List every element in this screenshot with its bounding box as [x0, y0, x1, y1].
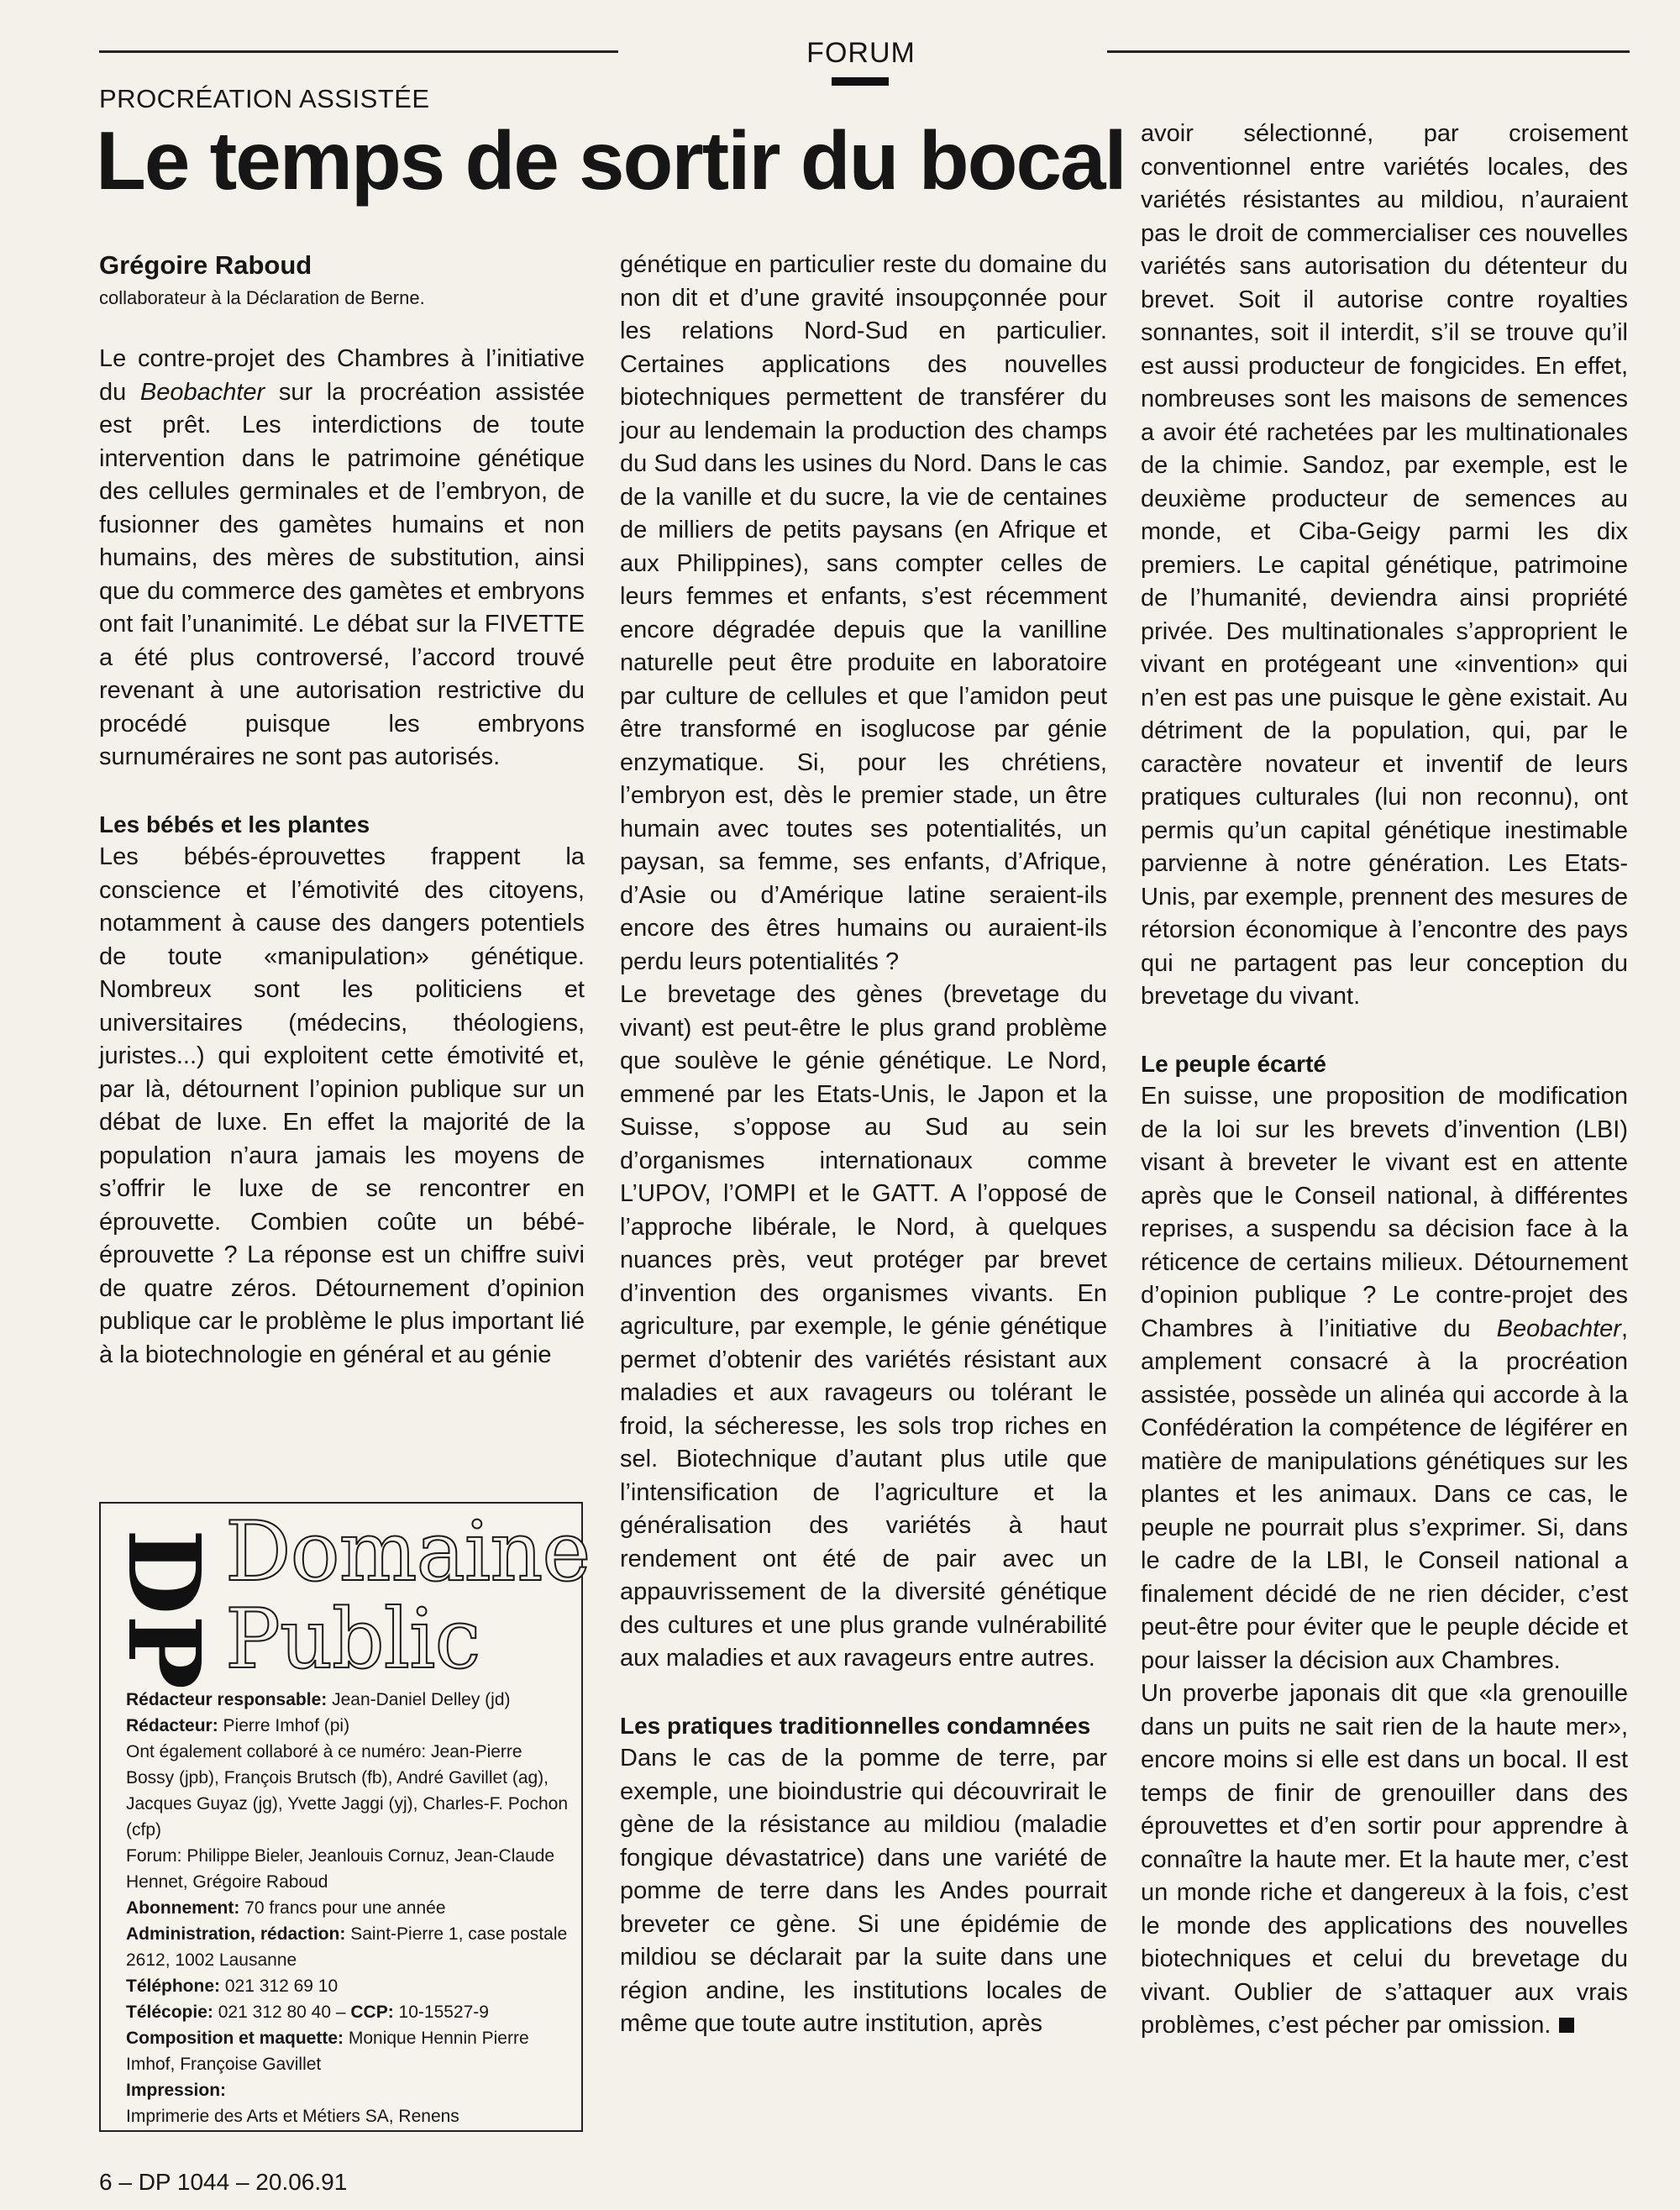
section-marker-bar [832, 77, 889, 86]
paragraph: Un proverbe japonais dit que «la grenouille dans un puits ne sait rien de la haute mer», encore moins si elle est dans un bocal. Il est temps de finir de grenouiller dans des éprouvettes et d’en sortir pour apprendre à connaître la haute mer. Et la haute mer, c’est un monde riche et dangereux à la fois, c’est le monde des applications des nouvelles biotechniques et celui du brevetage du vivant. Oublier de s’attaquer aux vrais problèmes, c’est pécher par omission. [1141, 1680, 1628, 2039]
paragraph: En suisse, une proposition de modification de la loi sur les brevets d’invention (LBI) visant à breveter le vivant est en attente après que le Conseil national, à différentes reprises, a suspendu sa décision face à la réticence de certains milieux. Détournement d’opinion publique ? Le contre-projet des Chambres à l’initiative du Beobachter, amplement consacré à la procréation assistée, possède un alinéa qui accorde à la Confédération la compétence de légiférer en matière de manipulations génétiques sur les plantes et les animaux. Dans ce cas, le peuple ne pourrait plus s’exprimer. Si, dans le cadre de la LBI, le Conseil national a finalement décidé de ne rien décider, c’est peut-être pour éviter que le peuple décide et pour laisser la décision aux Chambres. [1141, 1083, 1628, 1674]
kicker: PROCRÉATION ASSISTÉE [99, 84, 430, 113]
imprint-subscription: Abonnement: 70 francs pour une année [126, 1898, 446, 1918]
page-footer: 6 – DP 1044 – 20.06.91 [99, 2169, 348, 2195]
article-column-1 [99, 343, 585, 1372]
imprint-phone: Téléphone: 021 312 69 10 [126, 1976, 339, 1996]
author-role: collaborateur à la Déclaration de Berne. [99, 287, 425, 308]
article-column-3 [1141, 118, 1628, 2043]
imprint-box [99, 1502, 591, 2132]
subheading: Les pratiques traditionnelles condamnées [620, 1712, 1091, 1739]
section-label: FORUM [806, 37, 916, 69]
header-rule-left [99, 50, 618, 53]
publication-name: Beobachter [139, 378, 265, 406]
headline: Le temps de sortir du bocal [96, 114, 1126, 207]
logo-wordmark [225, 1504, 591, 1688]
imprint-admin: Administration, rédaction: Saint-Pierre 1, case postale 2612, 1002 Lausanne [126, 1924, 568, 1970]
paragraph: Dans le cas de la pomme de terre, par exemple, une bioindustrie qui découvrirait le gène de la résistance au mildiou (maladie fongique dévastatrice) dans une variété de pomme de terre dans les Andes pourrait breveter ce gène. Si une épidémie de mildiou se déclarait par la suite dans une région andine, les institutions locales de même que toute autre institution, après [620, 1745, 1107, 2037]
header-rule-right [1107, 50, 1630, 53]
logo-letters: DP [106, 1529, 223, 1690]
author-name: Grégoire Raboud [99, 250, 312, 280]
imprint-printing-label: Impression: [126, 2081, 227, 2100]
paragraph: Le contre-projet des Chambres à l’initiative du Beobachter sur la procréation assistée est prêt. Les interdictions de toute intervention dans le patrimoine génétique des cellules germinales et de l’embryon, de fusionner des gamètes humains et non humains, des mères de substitution, ainsi que du commerce des gamètes et embryons ont fait l’unanimité. Le débat sur la FIVETTE a été plus controversé, l’accord trouvé revenant à une autorisation restrictive du procédé puisque les embryons surnuméraires ne sont pas autorisés. [99, 345, 585, 770]
imprint-forum: Forum: Philippe Bieler, Jeanlouis Cornuz, Jean-Claude Hennet, Grégoire Raboud [126, 1846, 555, 1892]
logo-line-2: Public [225, 1592, 480, 1688]
end-of-article-square [1559, 2018, 1574, 2033]
paragraph: Les bébés-éprouvettes frappent la conscience et l’émotivité des citoyens, notamment à cause des dangers potentiels de toute «manipulation» génétique. Nombreux sont les politiciens et universitaires (médecins, théologiens, juristes...) qui exploitent cette émotivité et, par là, détournent l’opinion publique sur un débat de luxe. En effet la majorité de la population n’aura jamais les moyens de s’offrir le luxe de se rencontrer en éprouvette. Combien coûte un bébé-éprouvette ? La réponse est un chiffre suivi de quatre zéros. Détournement d’opinion publique car le problème le plus important lié à la biotechnologie en général et au génie [99, 843, 585, 1368]
paragraph: Le brevetage des gènes (brevetage du vivant) est peut-être le plus grand problème que soulève le génie génétique. Le Nord, emmené par les Etats-Unis, le Japon et la Suisse, s’oppose au Sud au sein d’organismes internationaux comme L’UPOV, l’OMPI et le GATT. A l’opposé de l’approche libérale, le Nord, à quelques nuances près, veut protéger par brevet d’invention des organismes vivants. En agriculture, par exemple, le génie génétique permet d’obtenir des variétés résistant aux maladies et aux ravageurs ou tolérant le froid, la sécheresse, les sols trop riches en sel. Biotechnique d’autant plus utile que l’intensification de l’agriculture et la généralisation des variétés à haut rendement ont été de pair avec un appauvrissement de la diversité génétique des cultures et une plus grande vulnérabilité aux maladies et aux ravageurs entre autres. [620, 981, 1107, 1672]
imprint-printing: Imprimerie des Arts et Métiers SA, Renens [126, 2107, 459, 2126]
paragraph: génétique en particulier reste du domaine du non dit et d’une gravité insoupçonnée pour les relations Nord-Sud en particulier. Certaines applications des nouvelles biotechniques permettent de transférer du jour au lendemain la production des champs du Sud dans les usines du Nord. Dans le cas de la vanille et du sucre, la vie de centaines de milliers de petits paysans (en Afrique et aux Philippines), sans compter celles de leurs femmes et enfants, s’est récemment encore dégradée depuis que la vanilline naturelle peut être produite en laboratoire par culture de cellules et que l’amidon peut être transformé en isoglucose par génie enzymatique. Si, pour les chrétiens, l’embryon est, dès le premier stade, un être humain avec toutes ses potentialités, un paysan, sa femme, ses enfants, d’Afrique, d’Asie ou d’Amérique latine seraient-ils encore des êtres humains ou auraient-ils perdu leurs potentialités ? [620, 251, 1107, 975]
article-column-2 [620, 249, 1107, 2041]
imprint-text [126, 1687, 571, 2129]
imprint-contributors: Ont également collaboré à ce numéro: Jean-Pierre Bossy (jpb), François Brutsch (fb), André Gavillet (ag), Jacques Guyaz (jg), Yvette Jaggi (yj), Charles-F. Pochon (cfp) [126, 1742, 569, 1840]
imprint-composition: Composition et maquette: Monique Hennin Pierre Imhof, Françoise Gavillet [126, 2029, 529, 2074]
imprint-editor: Rédacteur responsable: Jean-Daniel Delley (jd) [126, 1690, 511, 1709]
publication-name: Beobachter [1496, 1315, 1621, 1342]
paragraph: avoir sélectionné, par croisement conventionnel entre variétés locales, des variétés résistantes au mildiou, n’auraient pas le droit de commercialiser ces nouvelles variétés sans autorisation du détenteur du brevet. Soit il autorise contre royalties sonnantes, soit il interdit, s’il se trouve qu’il est aussi producteur de fongicides. En effet, nombreuses sont les maisons de semences a avoir été rachetées par les multinationales de la chimie. Sandoz, par exemple, est le deuxième producteur de semences au monde, et Ciba-Geigy parmi les dix premiers. Le capital génétique, patrimoine de l’humanité, deviendra ainsi propriété privée. Des multinationales s’approprient le vivant en protégeant une «invention» qui n’en est pas une puisque le gène existait. Au détriment de la population, qui, par le caractère novateur et inventif de leurs pratiques culturales (lui non reconnu), ont permis qu’un capital génétique inestimable parvienne à notre génération. Les Etats-Unis, par exemple, prennent des mesures de rétorsion économique à l’encontre des pays qui ne partagent pas leur conception du brevetage du vivant. [1141, 120, 1628, 1010]
subheading: Le peuple écarté [1141, 1050, 1326, 1077]
logo-line-1: Domaine [225, 1504, 591, 1600]
imprint-fax: Télécopie: 021 312 80 40 – CCP: 10-15527-9 [126, 2003, 489, 2022]
subheading: Les bébés et les plantes [99, 811, 370, 837]
imprint-redacteur: Rédacteur: Pierre Imhof (pi) [126, 1716, 350, 1735]
